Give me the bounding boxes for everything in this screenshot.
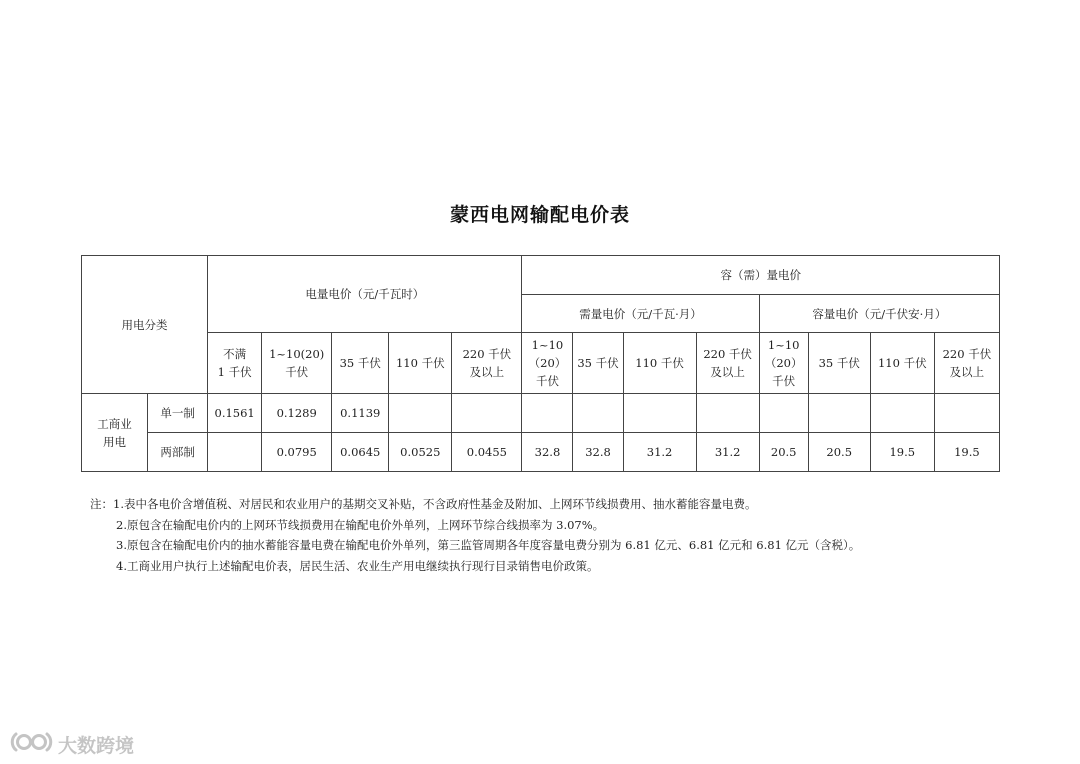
table-cell <box>623 394 696 433</box>
energy-col-header: 110 千伏 <box>389 333 452 394</box>
table-cell: 19.5 <box>934 433 999 472</box>
table-cell <box>208 433 262 472</box>
category-header: 用电分类 <box>82 256 208 394</box>
table-cell <box>573 394 623 433</box>
table-cell: 31.2 <box>623 433 696 472</box>
table-cell: 32.8 <box>573 433 623 472</box>
table-cell: 0.1561 <box>208 394 262 433</box>
table-cell: 20.5 <box>759 433 808 472</box>
table-cell: 0.1139 <box>332 394 389 433</box>
energy-price-header: 电量电价（元/千瓦时） <box>208 256 522 333</box>
table-cell <box>389 394 452 433</box>
watermark-text: 大数跨境 <box>58 734 135 757</box>
note-item: 4.工商业用户执行上述输配电价表，居民生活、农业生产用电继续执行现行目录销售电价政策。 <box>116 558 599 573</box>
row-label: 单一制 <box>148 394 208 433</box>
energy-col-header: 35 千伏 <box>332 333 389 394</box>
table-cell: 31.2 <box>696 433 759 472</box>
capacity-group-header: 容（需）量电价 <box>522 256 1000 295</box>
note-item: 2.原包含在输配电价内的上网环节线损费用在输配电价外单列，上网环节综合线损率为 3.07%。 <box>116 517 605 532</box>
table-cell <box>696 394 759 433</box>
energy-col-header: 不满 1 千伏 <box>208 333 262 394</box>
table-cell: 0.0795 <box>262 433 332 472</box>
note-item: 3.原包含在输配电价内的抽水蓄能容量电费在输配电价外单列，第三监管周期各年度容量电费分别为 6.81 亿元、6.81 亿元和 6.81 亿元（含税）。 <box>116 538 861 552</box>
tariff-table <box>81 255 1000 472</box>
table-cell <box>452 394 522 433</box>
capacity-col-header: 220 千伏 及以上 <box>934 333 999 394</box>
table-cell: 0.0525 <box>389 433 452 472</box>
capacity-col-header: 110 千伏 <box>870 333 934 394</box>
table-cell <box>870 394 934 433</box>
table-cell: 0.1289 <box>262 394 332 433</box>
brand-logo-icon <box>10 729 54 760</box>
table-cell: 0.0455 <box>452 433 522 472</box>
table-cell <box>759 394 808 433</box>
table-cell: 20.5 <box>808 433 870 472</box>
energy-col-header: 1~10(20) 千伏 <box>262 333 332 394</box>
demand-col-header: 35 千伏 <box>573 333 623 394</box>
capacity-col-header: 1~10 （20） 千伏 <box>759 333 808 394</box>
table-cell <box>522 394 573 433</box>
table-cell <box>934 394 999 433</box>
table-cell: 0.0645 <box>332 433 389 472</box>
notes <box>90 494 1050 576</box>
table-cell <box>808 394 870 433</box>
energy-col-header: 220 千伏 及以上 <box>452 333 522 394</box>
table-cell: 32.8 <box>522 433 573 472</box>
table-cell: 19.5 <box>870 433 934 472</box>
demand-col-header: 1~10 （20） 千伏 <box>522 333 573 394</box>
demand-col-header: 110 千伏 <box>623 333 696 394</box>
row-label: 两部制 <box>148 433 208 472</box>
capacity-col-header: 35 千伏 <box>808 333 870 394</box>
demand-col-header: 220 千伏 及以上 <box>696 333 759 394</box>
group-label: 工商业 用电 <box>82 394 148 472</box>
note-item: 注：1.表中各电价含增值税、对居民和农业用户的基期交叉补贴，不含政府性基金及附加、上网环节线损费用、抽水蓄能容量电费。 <box>90 497 757 511</box>
watermark <box>10 730 134 758</box>
page-title: 蒙西电网输配电价表 <box>449 204 630 226</box>
demand-price-header: 需量电价（元/千瓦·月） <box>522 295 759 333</box>
capacity-price-header: 容量电价（元/千伏安·月） <box>759 295 999 333</box>
